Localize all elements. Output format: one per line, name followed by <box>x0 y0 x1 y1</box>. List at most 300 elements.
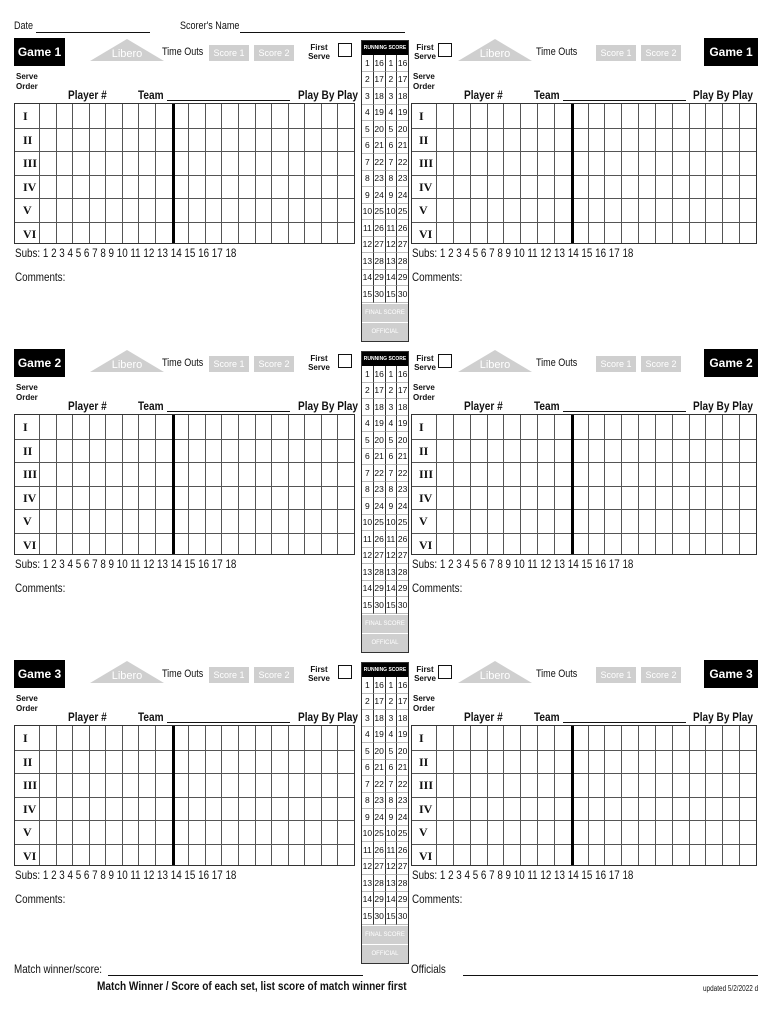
running-score-cell[interactable]: 18 <box>374 710 386 727</box>
running-score-cell[interactable]: 29 <box>397 892 408 909</box>
running-score-cell[interactable]: 4 <box>386 105 398 122</box>
comments-label: Comments: <box>15 581 66 595</box>
running-score-cell[interactable]: 10 <box>386 204 398 221</box>
running-score-cell[interactable]: 10 <box>362 826 374 843</box>
grid-col-line <box>288 726 289 865</box>
running-score-cell[interactable]: 1 <box>386 366 398 383</box>
running-score-cell[interactable]: 1 <box>386 677 398 694</box>
running-score-cell[interactable]: 21 <box>397 138 408 155</box>
running-score-cell[interactable]: 8 <box>386 793 398 810</box>
running-score-cell[interactable]: 2 <box>362 72 374 89</box>
running-score-cell[interactable]: 1 <box>386 55 398 72</box>
timeout-score-1[interactable]: Score 1 <box>209 667 249 683</box>
running-score-cell[interactable]: 29 <box>397 270 408 287</box>
running-score-cell[interactable]: 18 <box>397 88 408 105</box>
time-outs-label: Time Outs <box>536 668 578 680</box>
running-score-cell[interactable]: 27 <box>397 237 408 254</box>
player-number-header: Player # <box>68 710 107 724</box>
running-score-cell[interactable]: 11 <box>362 531 374 548</box>
official-box[interactable]: OFFICIAL <box>362 633 408 652</box>
grid-col-line <box>554 104 555 243</box>
timeout-score-2[interactable]: Score 2 <box>641 667 681 683</box>
running-score-cell[interactable]: 22 <box>397 154 408 171</box>
final-score-box[interactable]: FINAL SCORE <box>362 614 408 633</box>
running-score-cell[interactable]: 22 <box>397 776 408 793</box>
running-score-cell[interactable]: 25 <box>397 826 408 843</box>
grid-col-line <box>739 104 740 243</box>
running-score-cell[interactable]: 24 <box>397 498 408 515</box>
grid-row-line <box>412 175 756 176</box>
running-score-cell[interactable]: 29 <box>374 270 386 287</box>
running-score-cell[interactable]: 13 <box>386 564 398 581</box>
running-score-cell[interactable]: 18 <box>397 710 408 727</box>
rotation-label: IV <box>419 179 433 194</box>
running-score-cell[interactable]: 24 <box>374 498 386 515</box>
grid-col-line <box>739 415 740 554</box>
running-score-cell[interactable]: 11 <box>386 220 398 237</box>
running-score-row <box>362 138 408 155</box>
rotation-grid[interactable] <box>14 414 355 555</box>
grid-divider <box>571 104 574 243</box>
running-score-cell[interactable]: 13 <box>362 875 374 892</box>
grid-col-line <box>722 104 723 243</box>
rotation-grid[interactable] <box>411 725 757 866</box>
running-score-cell[interactable]: 4 <box>386 416 398 433</box>
scorer-name-label: Scorer's Name <box>180 20 240 32</box>
running-score-cell[interactable]: 11 <box>362 842 374 859</box>
rotation-label: II <box>23 132 33 147</box>
comments-label: Comments: <box>412 892 463 906</box>
running-score-cell[interactable]: 27 <box>374 548 386 565</box>
game-badge: Game 2 <box>704 349 758 377</box>
running-score-cell[interactable]: 29 <box>374 581 386 598</box>
grid-col-line <box>453 726 454 865</box>
running-score-cell[interactable]: 27 <box>374 237 386 254</box>
running-score-cell[interactable]: 22 <box>397 465 408 482</box>
running-score-cell[interactable]: 22 <box>374 154 386 171</box>
game-badge: Game 3 <box>14 660 65 688</box>
running-score-cell[interactable]: 12 <box>386 548 398 565</box>
grid-col-line <box>470 726 471 865</box>
running-score-cell[interactable]: 16 <box>397 677 408 694</box>
grid-col-line <box>221 415 222 554</box>
running-score-title: RUNNING SCORE <box>362 663 408 677</box>
running-score-row <box>362 270 408 287</box>
running-score-cell[interactable]: 9 <box>386 809 398 826</box>
running-score-cell[interactable]: 28 <box>374 875 386 892</box>
running-score-cell[interactable]: 20 <box>397 121 408 138</box>
rotation-label: II <box>419 132 429 147</box>
running-score-row <box>362 793 408 810</box>
running-score-cell[interactable]: 26 <box>374 531 386 548</box>
final-score-box[interactable]: FINAL SCORE <box>362 925 408 944</box>
running-score-cell[interactable]: 16 <box>397 55 408 72</box>
running-score-row <box>362 677 408 694</box>
grid-row-line <box>412 151 756 152</box>
final-score-box[interactable]: FINAL SCORE <box>362 303 408 322</box>
grid-col-line <box>655 104 656 243</box>
grid-col-line <box>122 415 123 554</box>
game-badge: Game 1 <box>14 38 65 66</box>
running-score-cell[interactable]: 11 <box>386 842 398 859</box>
running-score-cell[interactable]: 15 <box>362 597 374 614</box>
running-score-cell[interactable]: 3 <box>386 399 398 416</box>
running-score-cell[interactable]: 4 <box>362 416 374 433</box>
running-score-cell[interactable]: 21 <box>397 760 408 777</box>
running-score-cell[interactable]: 20 <box>374 432 386 449</box>
team-name-field[interactable] <box>563 711 686 723</box>
grid-row-line <box>15 198 354 199</box>
running-score-cell[interactable]: 20 <box>397 432 408 449</box>
running-score-cell[interactable]: 11 <box>386 531 398 548</box>
running-score-cell[interactable]: 16 <box>374 677 386 694</box>
running-score-cell[interactable]: 6 <box>386 449 398 466</box>
timeout-score-1[interactable]: Score 1 <box>209 356 249 372</box>
running-score-cell[interactable]: 8 <box>386 171 398 188</box>
libero-label: Libero <box>479 670 511 682</box>
running-score-cell[interactable]: 12 <box>362 859 374 876</box>
running-score-row <box>362 154 408 171</box>
running-score-cell[interactable]: 27 <box>397 859 408 876</box>
running-score-cell[interactable]: 24 <box>397 187 408 204</box>
running-score-cell[interactable]: 15 <box>362 908 374 925</box>
comments-label: Comments: <box>412 270 463 284</box>
running-score-cell[interactable]: 26 <box>397 842 408 859</box>
running-score-cell[interactable]: 3 <box>362 399 374 416</box>
official-box[interactable]: OFFICIAL <box>362 322 408 341</box>
grid-col-line <box>304 726 305 865</box>
running-score-cell[interactable]: 22 <box>374 465 386 482</box>
running-score-cell[interactable]: 6 <box>386 138 398 155</box>
grid-divider <box>571 415 574 554</box>
rotation-label: IV <box>419 801 433 816</box>
timeout-score-1[interactable]: Score 1 <box>596 667 636 683</box>
player-number-header: Player # <box>464 710 503 724</box>
first-serve-checkbox[interactable] <box>438 665 452 679</box>
running-score-cell[interactable]: 10 <box>362 515 374 532</box>
running-score-cell[interactable]: 23 <box>397 793 408 810</box>
running-score-cell[interactable]: 7 <box>362 154 374 171</box>
running-score-row <box>362 892 408 909</box>
running-score-cell[interactable]: 16 <box>374 55 386 72</box>
first-serve-checkbox[interactable] <box>438 354 452 368</box>
grid-col-line <box>520 415 521 554</box>
running-score-cell[interactable]: 2 <box>386 72 398 89</box>
running-score-cell[interactable]: 3 <box>362 88 374 105</box>
scorer-name-field[interactable] <box>240 21 405 33</box>
grid-divider <box>172 726 175 865</box>
running-score-cell[interactable]: 15 <box>386 908 398 925</box>
running-score-cell[interactable]: 21 <box>374 760 386 777</box>
running-score-cell[interactable]: 19 <box>397 105 408 122</box>
running-score-cell[interactable]: 18 <box>374 88 386 105</box>
running-score-cell[interactable]: 2 <box>362 694 374 711</box>
running-score-cell[interactable]: 12 <box>362 548 374 565</box>
running-score-cell[interactable]: 10 <box>386 515 398 532</box>
serve-order-label: Serve Order <box>413 694 435 713</box>
running-score-cell[interactable]: 26 <box>397 531 408 548</box>
running-score-cell[interactable]: 9 <box>362 498 374 515</box>
running-score-cell[interactable]: 6 <box>362 449 374 466</box>
timeout-score-2[interactable]: Score 2 <box>641 45 681 61</box>
running-score-cell[interactable]: 22 <box>374 776 386 793</box>
running-score-cell[interactable]: 12 <box>386 237 398 254</box>
running-score-cell[interactable]: 24 <box>374 187 386 204</box>
running-score-cell[interactable]: 3 <box>386 88 398 105</box>
running-score-cell[interactable]: 11 <box>362 220 374 237</box>
running-score-cell[interactable]: 18 <box>374 399 386 416</box>
running-score-cell[interactable]: 17 <box>397 694 408 711</box>
running-score-cell[interactable]: 17 <box>374 72 386 89</box>
running-score-cell[interactable]: 23 <box>374 171 386 188</box>
running-score-cell[interactable]: 15 <box>386 286 398 303</box>
running-score-cell[interactable]: 7 <box>386 154 398 171</box>
running-score-cell[interactable]: 5 <box>362 743 374 760</box>
play-by-play-header: Play By Play <box>693 399 753 413</box>
running-score-cell[interactable]: 28 <box>397 253 408 270</box>
running-score-cell[interactable]: 25 <box>374 826 386 843</box>
running-score-cell[interactable]: 6 <box>362 138 374 155</box>
running-score-cell[interactable]: 20 <box>374 743 386 760</box>
running-score-cell[interactable]: 30 <box>374 597 386 614</box>
match-winner-field[interactable] <box>108 975 363 976</box>
team-name-field[interactable] <box>167 400 290 412</box>
running-score-cell[interactable]: 5 <box>386 432 398 449</box>
grid-row-line <box>15 844 354 845</box>
running-score-cell[interactable]: 12 <box>362 237 374 254</box>
first-serve-checkbox[interactable] <box>338 354 352 368</box>
grid-row-line <box>15 820 354 821</box>
timeout-score-2[interactable]: Score 2 <box>254 45 294 61</box>
running-score-cell[interactable]: 13 <box>362 253 374 270</box>
running-score-cell[interactable]: 18 <box>397 399 408 416</box>
first-serve-label: First Serve <box>308 665 330 683</box>
timeout-score-1[interactable]: Score 1 <box>596 356 636 372</box>
running-score-title: RUNNING SCORE <box>362 41 408 55</box>
running-score-cell[interactable]: 25 <box>374 515 386 532</box>
running-score-row <box>362 875 408 892</box>
running-score-cell[interactable]: 7 <box>362 776 374 793</box>
running-score-row <box>362 187 408 204</box>
rotation-grid[interactable] <box>411 103 757 244</box>
grid-col-line <box>337 726 338 865</box>
running-score-cell[interactable]: 12 <box>386 859 398 876</box>
running-score-cell[interactable]: 29 <box>397 581 408 598</box>
team-name-field[interactable] <box>563 89 686 101</box>
running-score-cell[interactable]: 26 <box>397 220 408 237</box>
timeout-score-1[interactable]: Score 1 <box>596 45 636 61</box>
running-score-cell[interactable]: 23 <box>374 482 386 499</box>
running-score-cell[interactable]: 1 <box>362 55 374 72</box>
running-score-cell[interactable]: 30 <box>397 597 408 614</box>
running-score-cell[interactable]: 17 <box>374 694 386 711</box>
grid-col-line <box>503 104 504 243</box>
running-score-cell[interactable]: 14 <box>386 892 398 909</box>
grid-row-line <box>412 462 756 463</box>
running-score-cell[interactable]: 5 <box>386 743 398 760</box>
grid-col-line <box>638 726 639 865</box>
time-outs-label: Time Outs <box>162 668 204 680</box>
running-score-cell[interactable]: 26 <box>374 842 386 859</box>
running-score-cell[interactable]: 9 <box>362 187 374 204</box>
running-score-cell[interactable]: 17 <box>374 383 386 400</box>
running-score-cell[interactable]: 14 <box>386 581 398 598</box>
running-score-cell[interactable]: 15 <box>362 286 374 303</box>
running-score-cell[interactable]: 14 <box>362 892 374 909</box>
grid-col-line <box>705 415 706 554</box>
running-score-cell[interactable]: 9 <box>362 809 374 826</box>
running-score-row <box>362 776 408 793</box>
team-name-field[interactable] <box>563 400 686 412</box>
running-score-cell[interactable]: 2 <box>362 383 374 400</box>
team-name-field[interactable] <box>167 89 290 101</box>
running-score-cell[interactable]: 23 <box>397 482 408 499</box>
running-score-cell[interactable]: 28 <box>374 253 386 270</box>
running-score-cell[interactable]: 14 <box>386 270 398 287</box>
running-score-cell[interactable]: 13 <box>386 253 398 270</box>
running-score-cell[interactable]: 30 <box>397 286 408 303</box>
running-score-cell[interactable]: 26 <box>374 220 386 237</box>
timeout-score-1[interactable]: Score 1 <box>209 45 249 61</box>
running-score-cell[interactable]: 28 <box>397 875 408 892</box>
grid-col-line <box>271 415 272 554</box>
running-score-cell[interactable]: 6 <box>362 760 374 777</box>
official-box[interactable]: OFFICIAL <box>362 944 408 963</box>
running-score-cell[interactable]: 14 <box>362 581 374 598</box>
running-score-cell[interactable]: 3 <box>386 710 398 727</box>
grid-col-line <box>321 415 322 554</box>
running-score-cell[interactable]: 1 <box>362 677 374 694</box>
grid-col-line <box>89 415 90 554</box>
first-serve-label: First Serve <box>414 43 436 61</box>
timeout-score-2[interactable]: Score 2 <box>641 356 681 372</box>
first-serve-checkbox[interactable] <box>338 665 352 679</box>
running-score-cell[interactable]: 28 <box>397 564 408 581</box>
running-score-cell[interactable]: 25 <box>397 204 408 221</box>
running-score-cell[interactable]: 19 <box>374 416 386 433</box>
serve-order-label: Serve Order <box>413 72 435 91</box>
rotation-grid[interactable] <box>14 725 355 866</box>
timeout-score-2[interactable]: Score 2 <box>254 667 294 683</box>
running-score-cell[interactable]: 5 <box>386 121 398 138</box>
running-score-cell[interactable]: 25 <box>397 515 408 532</box>
running-score-cell[interactable]: 6 <box>386 760 398 777</box>
running-score-cell[interactable]: 19 <box>397 727 408 744</box>
running-score-cell[interactable]: 9 <box>386 498 398 515</box>
running-score-cell[interactable]: 9 <box>386 187 398 204</box>
grid-col-line <box>689 726 690 865</box>
running-score-cell[interactable]: 21 <box>374 138 386 155</box>
running-score-cell[interactable]: 7 <box>362 465 374 482</box>
running-score-cell[interactable]: 14 <box>362 270 374 287</box>
grid-col-line <box>705 104 706 243</box>
running-score-cell[interactable]: 8 <box>362 171 374 188</box>
running-score-cell[interactable]: 27 <box>374 859 386 876</box>
running-score-row <box>362 383 408 400</box>
grid-col-line <box>39 726 40 865</box>
running-score-cell[interactable]: 5 <box>362 432 374 449</box>
running-score-cell[interactable]: 5 <box>362 121 374 138</box>
grid-col-line <box>72 104 73 243</box>
running-score-cell[interactable]: 24 <box>397 809 408 826</box>
grid-col-line <box>56 104 57 243</box>
running-score-cell[interactable]: 21 <box>397 449 408 466</box>
running-score-row <box>362 908 408 925</box>
running-score-cell[interactable]: 17 <box>397 383 408 400</box>
running-score-cell[interactable]: 3 <box>362 710 374 727</box>
running-score-cell[interactable]: 15 <box>386 597 398 614</box>
running-score-cell[interactable]: 17 <box>397 72 408 89</box>
running-score-cell[interactable]: 1 <box>362 366 374 383</box>
running-score-cell[interactable]: 7 <box>386 465 398 482</box>
first-serve-checkbox[interactable] <box>438 43 452 57</box>
running-score-cell[interactable]: 4 <box>386 727 398 744</box>
officials-field[interactable] <box>463 975 758 976</box>
running-score-cell[interactable]: 8 <box>362 482 374 499</box>
date-field[interactable] <box>36 21 150 33</box>
game-badge: Game 1 <box>704 38 758 66</box>
running-score-row <box>362 548 408 565</box>
team-name-field[interactable] <box>167 711 290 723</box>
running-score-cell[interactable]: 8 <box>362 793 374 810</box>
grid-col-line <box>337 104 338 243</box>
running-score-cell[interactable]: 2 <box>386 694 398 711</box>
running-score-cell[interactable]: 10 <box>386 826 398 843</box>
running-score-cell[interactable]: 21 <box>374 449 386 466</box>
running-score-cell[interactable]: 13 <box>386 875 398 892</box>
running-score-cell[interactable]: 23 <box>374 793 386 810</box>
running-score-cell[interactable]: 30 <box>397 908 408 925</box>
running-score-cell[interactable]: 16 <box>397 366 408 383</box>
running-score-cell[interactable]: 13 <box>362 564 374 581</box>
rotation-label: V <box>419 514 428 528</box>
running-score-cell[interactable]: 7 <box>386 776 398 793</box>
play-by-play-header: Play By Play <box>693 710 753 724</box>
grid-divider <box>172 415 175 554</box>
running-score-cell[interactable]: 4 <box>362 105 374 122</box>
running-score-cell[interactable]: 29 <box>374 892 386 909</box>
running-score-cell[interactable]: 25 <box>374 204 386 221</box>
running-score-cell[interactable]: 19 <box>397 416 408 433</box>
updated-note: updated 5/2/2022 d <box>703 984 759 993</box>
running-score-cell[interactable]: 23 <box>397 171 408 188</box>
timeout-score-2[interactable]: Score 2 <box>254 356 294 372</box>
running-score-cell[interactable]: 30 <box>374 286 386 303</box>
running-score-cell[interactable]: 30 <box>374 908 386 925</box>
grid-col-line <box>487 415 488 554</box>
team-header: Team <box>534 88 560 102</box>
player-number-header: Player # <box>68 88 107 102</box>
running-score-cell[interactable]: 4 <box>362 727 374 744</box>
grid-row-line <box>412 128 756 129</box>
rotation-grid[interactable] <box>14 103 355 244</box>
running-score-cell[interactable]: 20 <box>374 121 386 138</box>
running-score-cell[interactable]: 10 <box>362 204 374 221</box>
running-score-cell[interactable]: 20 <box>397 743 408 760</box>
running-score-cell[interactable]: 24 <box>374 809 386 826</box>
running-score-cell[interactable]: 28 <box>374 564 386 581</box>
running-score-cell[interactable]: 16 <box>374 366 386 383</box>
first-serve-checkbox[interactable] <box>338 43 352 57</box>
rotation-grid[interactable] <box>411 414 757 555</box>
running-score-cell[interactable]: 2 <box>386 383 398 400</box>
running-score-cell[interactable]: 27 <box>397 548 408 565</box>
running-score-cell[interactable]: 19 <box>374 727 386 744</box>
running-score-row <box>362 55 408 72</box>
play-by-play-header: Play By Play <box>298 710 358 724</box>
running-score-cell[interactable]: 8 <box>386 482 398 499</box>
running-score-cell[interactable]: 19 <box>374 105 386 122</box>
